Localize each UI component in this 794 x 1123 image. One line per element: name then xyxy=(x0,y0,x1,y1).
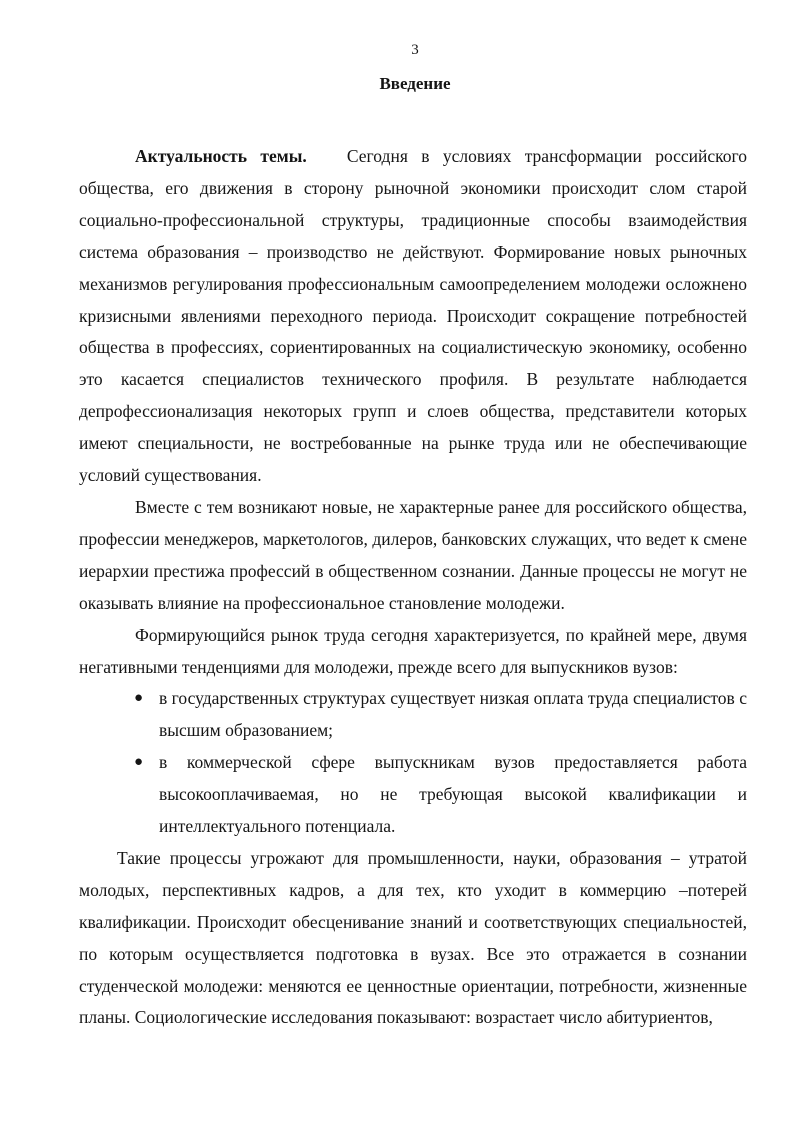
paragraph-text: Сегодня в условиях трансформации российского общества, его движения в сторону рыночной экономики происходит слом старой социально-профессиональной структуры, традиционные способы взаимодействия система образования – производство не действуют. Формирование новых рыночных механизмов регулирования профессиональным самоопределением молодежи осложнено кризисными явлениями переходного периода. Происходит сокращение потребностей общества в профессиях, сориентированных на социалистическую экономику, особенно это касается специалистов технического профиля. В результате наблюдается депрофессионализация некоторых групп и слоев общества, представители которых имеют специальности, не востребованные на рынке труда или не обеспечивающие условий существования. xyxy=(79,146,748,486)
bullet-icon: ● xyxy=(134,754,144,771)
paragraph-relevance xyxy=(79,141,747,492)
paragraph-consequences: Такие процессы угрожают для промышленности, науки, образования – утратой молодых, перспективных кадров, а для тех, кто уходит в коммерцию –потерей квалификации. Происходит обесценивание знаний и соответствующих специальностей, по которым осуществляется подготовка в вузах. Все это отражается в сознании студенческой молодежи: меняются ее ценностные ориентации, потребности, жизненные планы. Социологические исследования показывают: возрастает число абитуриентов, xyxy=(79,847,747,1028)
paragraph-lead-heading: Актуальность темы. xyxy=(135,146,307,166)
page-title: Введение xyxy=(379,74,451,93)
bullet-list xyxy=(79,683,747,843)
list-item-text: в государственных структурах существует низкая оплата труда специалистов с высшим образованием; xyxy=(159,688,747,741)
paragraph-labor-market: Формирующийся рынок труда сегодня характеризуется, по крайней мере, двумя негативными тенденциями для молодежи, прежде всего для выпускников вузов: xyxy=(79,624,747,677)
paragraph-new-professions: Вместе с тем возникают новые, не характерные ранее для российского общества, профессии менеджеров, маркетологов, дилеров, банковских служащих, что ведет к смене иерархии престижа профессий в общественном сознании. Данные процессы не могут не оказывать влияние на профессиональное становление молодежи. xyxy=(79,496,747,613)
page-number: 3 xyxy=(411,42,419,58)
list-item xyxy=(134,747,747,843)
body-text xyxy=(79,141,747,1034)
list-item xyxy=(134,683,747,747)
list-item-text: в коммерческой сфере выпускникам вузов предоставляется работа высокооплачиваемая, но не требующая высокой квалификации и интеллектуального потенциала. xyxy=(159,752,747,837)
bullet-icon: ● xyxy=(134,690,144,707)
